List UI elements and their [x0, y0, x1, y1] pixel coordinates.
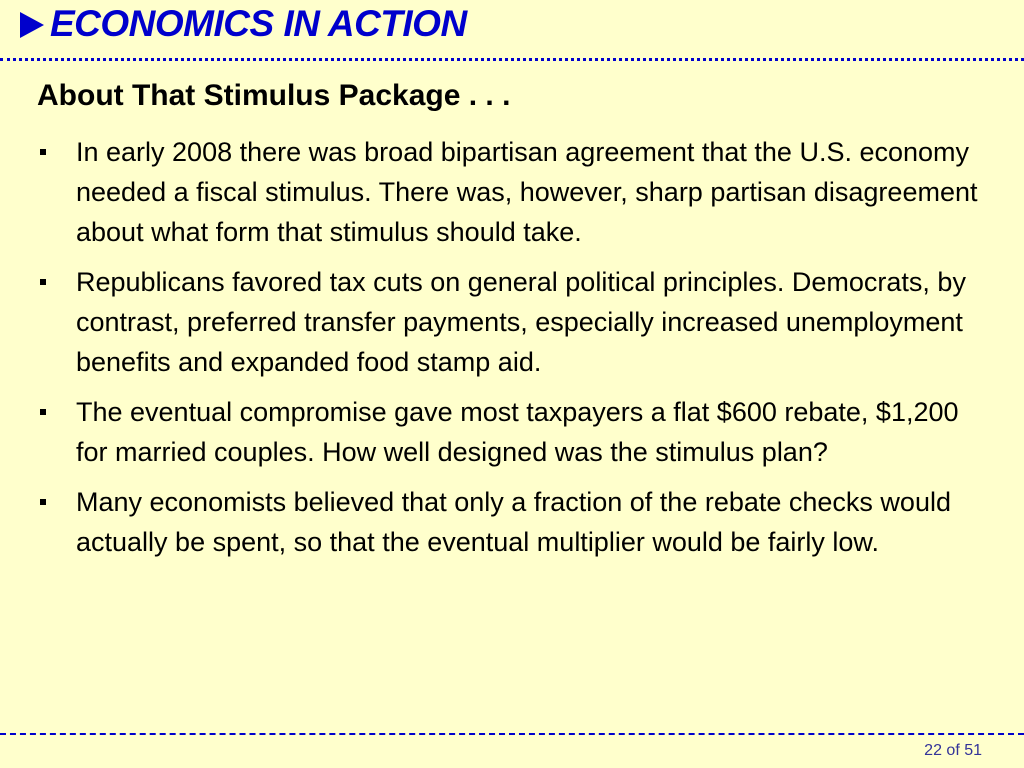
bullet-text: Republicans favored tax cuts on general political principles. Democrats, by contrast, preferred transfer payments, especially increased unemployment benefits and expanded food stamp aid. — [76, 267, 966, 377]
square-bullet-icon — [40, 499, 46, 505]
bullet-item — [37, 132, 997, 252]
slide-subtitle: About That Stimulus Package . . . — [37, 79, 511, 112]
section-title: ECONOMICS IN ACTION — [50, 3, 467, 44]
header-divider — [0, 58, 1024, 61]
bullet-item — [37, 482, 997, 562]
bullet-text: Many economists believed that only a fraction of the rebate checks would actually be spent, so that the eventual multiplier would be fairly low. — [76, 487, 951, 557]
bullet-item — [37, 392, 997, 472]
page-number: 22 of 51 — [924, 742, 982, 759]
bullet-text: In early 2008 there was broad bipartisan agreement that the U.S. economy needed a fiscal stimulus. There was, however, sharp partisan disagreement about what form that stimulus should take. — [76, 137, 978, 247]
square-bullet-icon — [40, 149, 46, 155]
bullet-item — [37, 262, 997, 382]
footer-divider — [0, 733, 1024, 735]
square-bullet-icon — [40, 279, 46, 285]
bullet-list — [37, 132, 997, 572]
bullet-text: The eventual compromise gave most taxpayers a flat $600 rebate, $1,200 for married couples. How well designed was the stimulus plan? — [76, 397, 959, 467]
square-bullet-icon — [40, 409, 46, 415]
slide-header — [20, 0, 467, 48]
right-pointer-icon — [20, 12, 44, 38]
